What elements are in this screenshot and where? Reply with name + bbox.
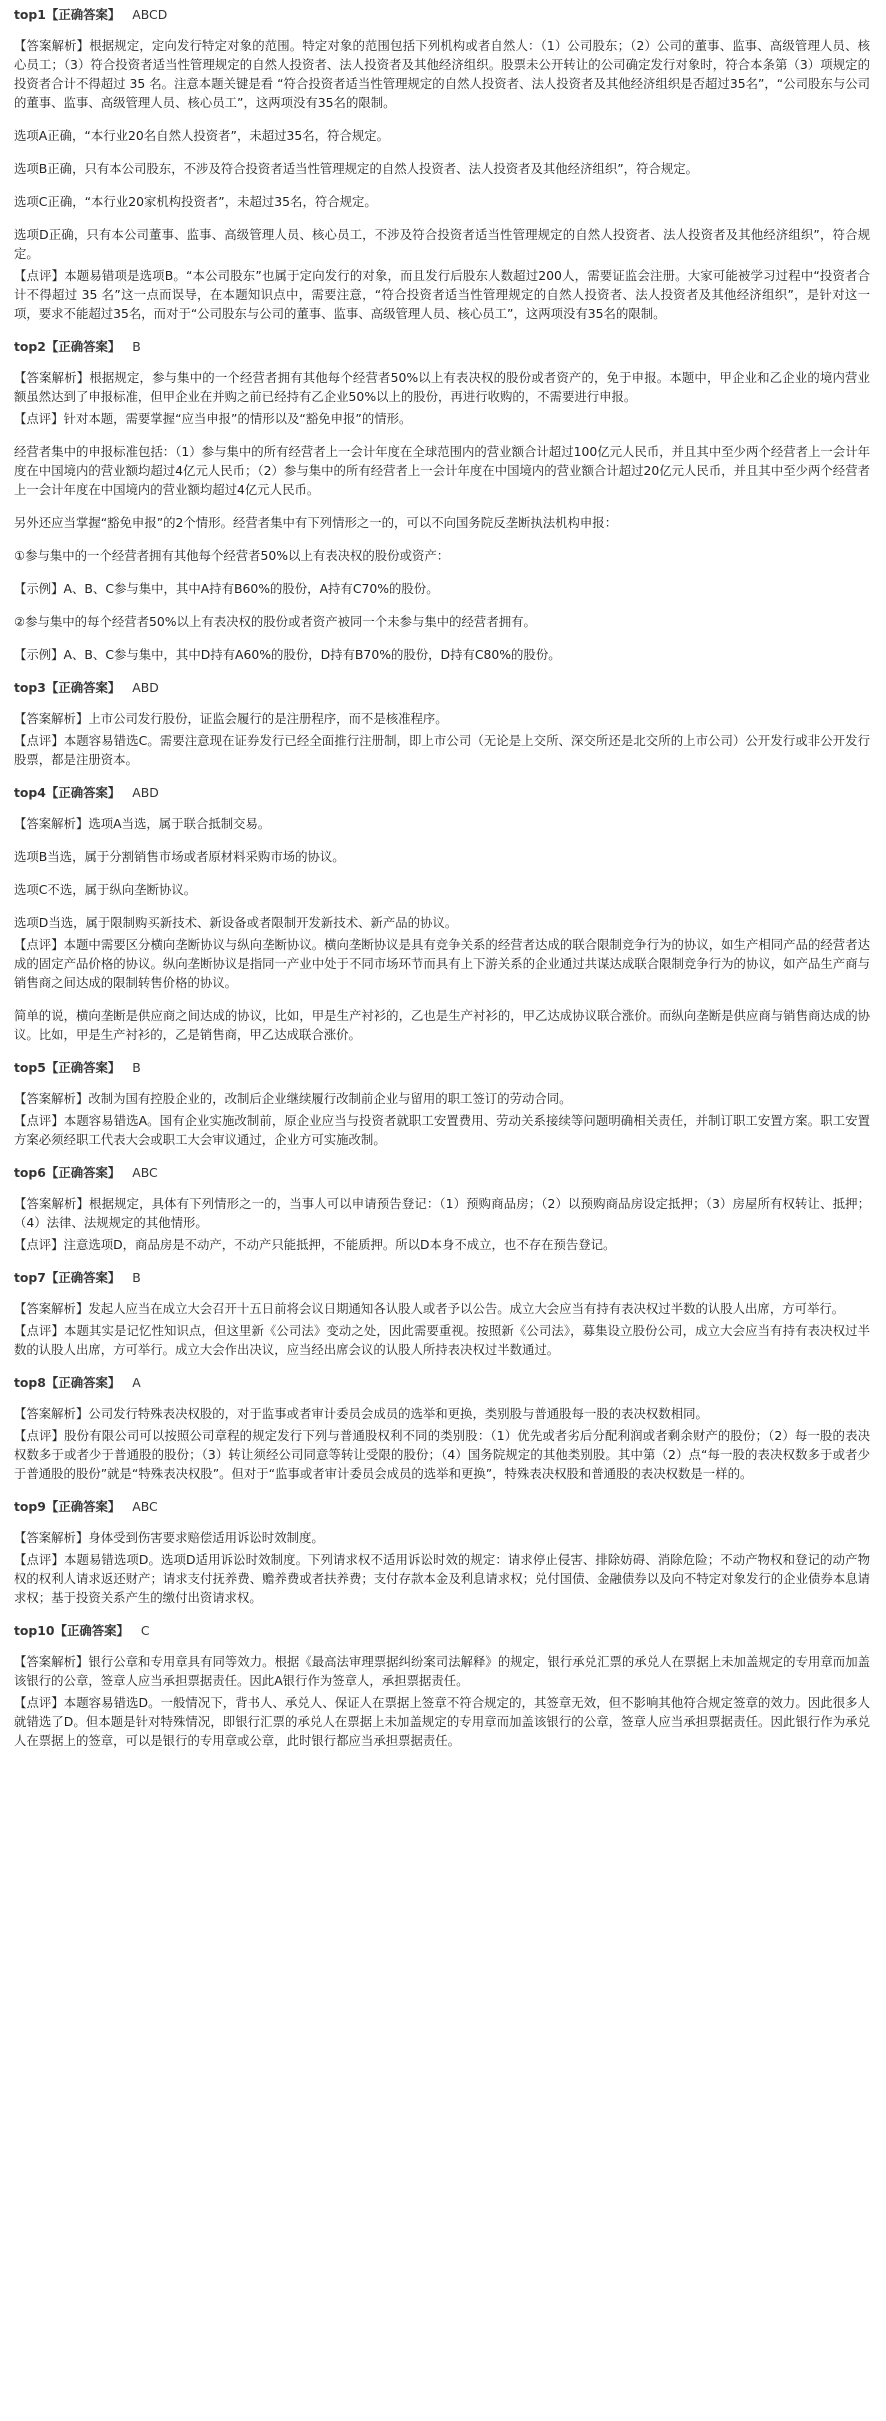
correct-answer: B — [132, 339, 141, 354]
item-title: top3【正确答案】 — [14, 680, 121, 695]
explanation-paragraph: 选项C不选，属于纵向垄断协议。 — [14, 882, 197, 897]
item-title: top8【正确答案】 — [14, 1375, 121, 1390]
item-heading — [14, 678, 870, 697]
explanation-paragraph: 选项D正确，只有本公司董事、监事、高级管理人员、核心员工，不涉及符合投资者适当性管理规定的自然人投资者、法人投资者及其他经济组织”，符合规定。 — [14, 227, 870, 261]
analysis-paragraph: 【答案解析】银行公章和专用章具有同等效力。根据《最高法审理票据纠纷案司法解释》的规定，银行承兑汇票的承兑人在票据上未加盖规定的专用章而加盖该银行的公章，签章人应当承担票据责任。因此A银行作为签章人，承担票据责任。 — [14, 1654, 870, 1688]
item-heading — [14, 1373, 870, 1392]
explanation-paragraph: 简单的说，横向垄断是供应商之间达成的协议，比如，甲是生产衬衫的，乙也是生产衬衫的，甲乙达成协议联合涨价。而纵向垄断是供应商与销售商达成的协议。比如，甲是生产衬衫的，乙是销售商，甲乙达成联合涨价。 — [14, 1008, 870, 1042]
analysis-paragraph: 【答案解析】公司发行特殊表决权股的，对于监事或者审计委员会成员的选举和更换，类别股与普通股每一股的表决权数相同。 — [14, 1406, 708, 1421]
item-title: top4【正确答案】 — [14, 785, 121, 800]
explanation-paragraph: 选项C正确，“本行业20家机构投资者”，未超过35名，符合规定。 — [14, 194, 377, 209]
comment-paragraph: 【点评】针对本题，需要掌握“应当申报”的情形以及“豁免申报”的情形。 — [14, 411, 412, 426]
analysis-paragraph: 【答案解析】选项A当选，属于联合抵制交易。 — [14, 816, 271, 831]
comment-paragraph: 【点评】本题容易错选C。需要注意现在证券发行已经全面推行注册制，即上市公司（无论是上交所、深交所还是北交所的上市公司）公开发行或非公开发行股票，都是注册资本。 — [14, 733, 870, 767]
explanation-paragraph: 选项B正确，只有本公司股东，不涉及符合投资者适当性管理规定的自然人投资者、法人投资者及其他经济组织”，符合规定。 — [14, 161, 699, 176]
comment-paragraph: 【点评】本题容易错选A。国有企业实施改制前，原企业应当与投资者就职工安置费用、劳动关系接续等问题明确相关责任，并制订职工安置方案。职工安置方案必须经职工代表大会或职工大会审议通过，企业方可实施改制。 — [14, 1113, 870, 1147]
analysis-paragraph: 【答案解析】上市公司发行股份，证监会履行的是注册程序，而不是核准程序。 — [14, 711, 448, 726]
comment-paragraph: 【点评】注意选项D，商品房是不动产，不动产只能抵押，不能质押。所以D本身不成立，也不存在预告登记。 — [14, 1237, 616, 1252]
explanation-paragraph: ②参与集中的每个经营者50%以上有表决权的股份或者资产被同一个未参与集中的经营者拥有。 — [14, 614, 536, 629]
analysis-paragraph: 【答案解析】根据规定，参与集中的一个经营者拥有其他每个经营者50%以上有表决权的股份或者资产的，免于申报。本题中，甲企业和乙企业的境内营业额虽然达到了申报标准，但甲企业在并购之前已经持有乙企业50%以上的股份，再进行收购的，不需要进行申报。 — [14, 370, 870, 404]
explanation-paragraph: 另外还应当掌握“豁免申报”的2个情形。经营者集中有下列情形之一的，可以不向国务院反垄断执法机构申报： — [14, 515, 618, 530]
analysis-paragraph: 【答案解析】身体受到伤害要求赔偿适用诉讼时效制度。 — [14, 1530, 324, 1545]
item-title: top5【正确答案】 — [14, 1060, 121, 1075]
item-title: top9【正确答案】 — [14, 1499, 121, 1514]
analysis-paragraph: 【答案解析】根据规定，定向发行特定对象的范围。特定对象的范围包括下列机构或者自然人：（1）公司股东；（2）公司的董事、监事、高级管理人员、核心员工；（3）符合投资者适当性管理规定的自然人投资者、法人投资者及其他经济组织。股票未公开转让的公司确定发行对象时，符合本条第（3）项规定的投资者合计不得超过 35 名。注意本题关键是看 “符合投资者适当性管理规定的自然人投资者、法人投资者及其他经济组织是否超过35名”，“公司股东与公司的董事、监事、高级管理人员、核心员工”，这两项没有35名的限制。 — [14, 38, 870, 110]
item-title: top1【正确答案】 — [14, 7, 121, 22]
comment-paragraph: 【点评】本题易错选项D。选项D适用诉讼时效制度。下列请求权不适用诉讼时效的规定：请求停止侵害、排除妨碍、消除危险；不动产物权和登记的动产物权的权利人请求返还财产；请求支付抚养费、赡养费或者扶养费；支付存款本金及利息请求权；兑付国债、金融债券以及向不特定对象发行的企业债券本息请求权；基于投资关系产生的缴付出资请求权。 — [14, 1552, 870, 1605]
item-heading — [14, 337, 870, 356]
comment-paragraph: 【点评】本题容易错选D。一般情况下，背书人、承兑人、保证人在票据上签章不符合规定的，其签章无效，但不影响其他符合规定签章的效力。因此很多人就错选了D。但本题是针对特殊情况，即银行汇票的承兑人在票据上未加盖规定的专用章而加盖该银行的公章，签章人应当承担票据责任。因此银行作为承兑人在票据上的签章，可以是银行的专用章或公章，此时银行都应当承担票据责任。 — [14, 1695, 870, 1748]
correct-answer: A — [132, 1375, 141, 1390]
correct-answer: C — [140, 1623, 150, 1638]
explanation-paragraph: ①参与集中的一个经营者拥有其他每个经营者50%以上有表决权的股份或资产： — [14, 548, 450, 563]
comment-paragraph: 【点评】股份有限公司可以按照公司章程的规定发行下列与普通股权利不同的类别股：（1）优先或者劣后分配利润或者剩余财产的股份；（2）每一股的表决权数多于或者少于普通股的股份；（3）转让须经公司同意等转让受限的股份；（4）国务院规定的其他类别股。其中第（2）点“每一股的表决权数多于或者少于普通股的股份”就是“特殊表决权股”。但对于“监事或者审计委员会成员的选举和更换”，特殊表决权股和普通股的表决权数是一样的。 — [14, 1428, 870, 1481]
item-title: top7【正确答案】 — [14, 1270, 121, 1285]
item-title: top10【正确答案】 — [14, 1623, 129, 1638]
correct-answer: B — [132, 1060, 141, 1075]
correct-answer: ABC — [132, 1165, 158, 1180]
analysis-paragraph: 【答案解析】根据规定，具体有下列情形之一的，当事人可以申请预告登记：（1）预购商品房；（2）以预购商品房设定抵押；（3）房屋所有权转让、抵押；（4）法律、法规规定的其他情形。 — [14, 1196, 870, 1230]
item-title: top6【正确答案】 — [14, 1165, 121, 1180]
item-heading — [14, 1497, 870, 1516]
item-heading — [14, 5, 870, 24]
explanation-paragraph: 选项B当选，属于分割销售市场或者原材料采购市场的协议。 — [14, 849, 345, 864]
explanation-paragraph: 选项D当选，属于限制购买新技术、新设备或者限制开发新技术、新产品的协议。 — [14, 915, 458, 930]
correct-answer: ABC — [132, 1499, 158, 1514]
item-title: top2【正确答案】 — [14, 339, 121, 354]
correct-answer: B — [132, 1270, 141, 1285]
item-heading — [14, 1163, 870, 1182]
explanation-paragraph: 经营者集中的申报标准包括：（1）参与集中的所有经营者上一会计年度在全球范围内的营业额合计超过100亿元人民币，并且其中至少两个经营者上一会计年度在中国境内的营业额均超过4亿元人民币；（2）参与集中的所有经营者上一会计年度在中国境内的营业额合计超过20亿元人民币，并且其中至少两个经营者上一会计年度在中国境内的营业额均超过4亿元人民币。 — [14, 444, 870, 497]
analysis-paragraph: 【答案解析】改制为国有控股企业的，改制后企业继续履行改制前企业与留用的职工签订的劳动合同。 — [14, 1091, 572, 1106]
comment-paragraph: 【点评】本题中需要区分横向垄断协议与纵向垄断协议。横向垄断协议是具有竞争关系的经营者达成的联合限制竞争行为的协议，如生产相同产品的经营者达成的固定产品价格的协议。纵向垄断协议是指同一产业中处于不同市场环节而具有上下游关系的企业通过共谋达成联合限制竞争行为的协议，如产品生产商与销售商之间达成的限制转售价格的协议。 — [14, 937, 870, 990]
item-heading — [14, 1621, 870, 1640]
explanation-paragraph: 选项A正确，“本行业20名自然人投资者”，未超过35名，符合规定。 — [14, 128, 390, 143]
correct-answer: ABCD — [132, 7, 168, 22]
comment-paragraph: 【点评】本题其实是记忆性知识点，但这里新《公司法》变动之处，因此需要重视。按照新《公司法》，募集设立股份公司，成立大会应当有持有表决权过半数的认股人出席，方可举行。成立大会作出决议，应当经出席会议的认股人所持表决权过半数通过。 — [14, 1323, 870, 1357]
correct-answer: ABD — [132, 680, 159, 695]
correct-answer: ABD — [132, 785, 159, 800]
analysis-paragraph: 【答案解析】发起人应当在成立大会召开十五日前将会议日期通知各认股人或者予以公告。成立大会应当有持有表决权过半数的认股人出席，方可举行。 — [14, 1301, 845, 1316]
explanation-paragraph: 【示例】A、B、C参与集中，其中D持有A60%的股份，D持有B70%的股份，D持有C80%的股份。 — [14, 647, 561, 662]
item-heading — [14, 1268, 870, 1287]
item-heading — [14, 783, 870, 802]
item-heading — [14, 1058, 870, 1077]
comment-paragraph: 【点评】本题易错项是选项B。“本公司股东”也属于定向发行的对象，而且发行后股东人数超过200人，需要证监会注册。大家可能被学习过程中“投资者合计不得超过 35 名”这一点而误导，在本题知识点中，需要注意，“符合投资者适当性管理规定的自然人投资者、法人投资者及其他经济组织”，是针对这一项，要求不能超过35名，而对于“公司股东与公司的董事、监事、高级管理人员、核心员工”，这两项没有35名的限制。 — [14, 268, 870, 321]
explanation-paragraph: 【示例】A、B、C参与集中，其中A持有B60%的股份，A持有C70%的股份。 — [14, 581, 439, 596]
